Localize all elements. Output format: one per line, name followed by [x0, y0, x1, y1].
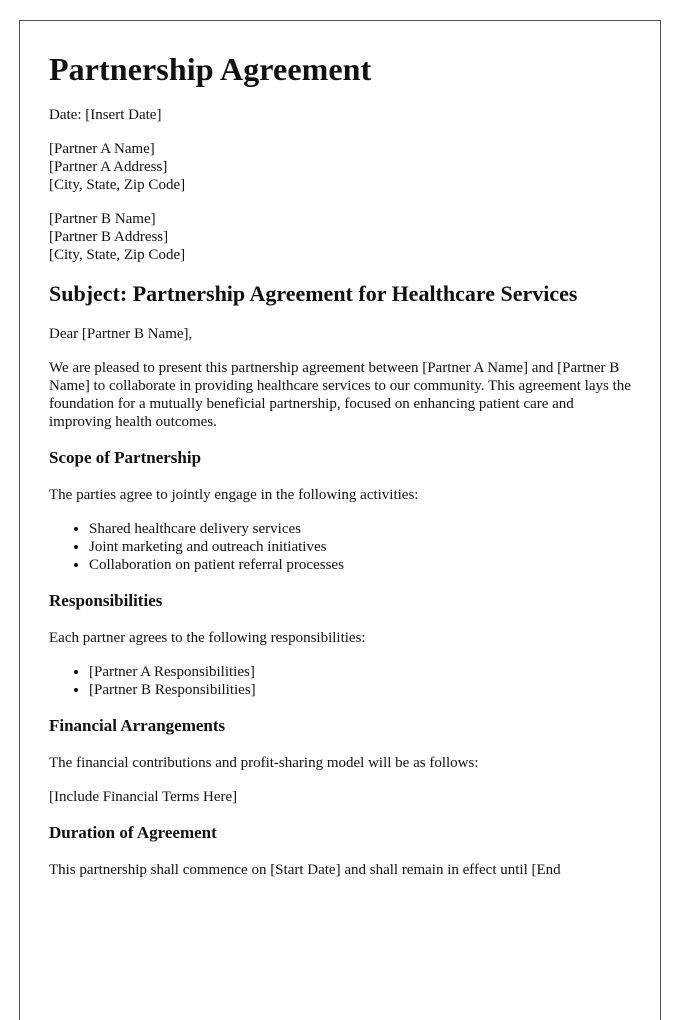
intro-paragraph: We are pleased to present this partnership agreement between [Partner A Name] and [Partner B Name] to collaborate in providing healthcare services to our community. This agreement lays the foundation for a mutually beneficial partnership, focused on enhancing patient care and improving health outcomes.	[49, 360, 631, 430]
financial-terms: [Include Financial Terms Here]	[49, 789, 238, 805]
list-item: • [Partner A Responsibilities]	[89, 663, 631, 681]
list-item: • Joint marketing and outreach initiatives	[89, 538, 631, 556]
list-item: • Collaboration on patient referral processes	[89, 556, 631, 574]
responsibilities-text: Each partner agrees to the following responsibilities:	[49, 630, 366, 646]
responsibilities-heading: Responsibilities	[49, 591, 163, 610]
responsibilities-list	[49, 663, 631, 699]
list-item: • [Partner B Responsibilities]	[89, 681, 631, 699]
document-page	[19, 20, 661, 1020]
salutation: Dear [Partner B Name],	[49, 326, 193, 342]
scope-list	[49, 520, 631, 574]
scope-heading: Scope of Partnership	[49, 448, 202, 467]
financial-text: The financial contributions and profit-sharing model will be as follows:	[49, 755, 479, 771]
duration-heading: Duration of Agreement	[49, 823, 217, 842]
partner-a-name: [Partner A Name]	[49, 141, 155, 157]
financial-heading: Financial Arrangements	[49, 716, 226, 735]
list-item: • Shared healthcare delivery services	[89, 520, 631, 538]
partner-a-address: [Partner A Address]	[49, 159, 168, 175]
duration-text: This partnership shall commence on [Start Date] and shall remain in effect until [End	[49, 862, 561, 878]
partner-b-address-block	[49, 210, 631, 264]
partner-b-city: [City, State, Zip Code]	[49, 247, 186, 263]
document-title: Partnership Agreement	[49, 51, 372, 87]
partner-b-name: [Partner B Name]	[49, 211, 156, 227]
partner-b-address: [Partner B Address]	[49, 229, 169, 245]
subject-heading: Subject: Partnership Agreement for Healthcare Services	[49, 281, 578, 306]
scope-text: The parties agree to jointly engage in the following activities:	[49, 487, 419, 503]
partner-a-address-block	[49, 140, 631, 194]
partner-a-city: [City, State, Zip Code]	[49, 177, 186, 193]
date-line: Date: [Insert Date]	[49, 107, 162, 123]
